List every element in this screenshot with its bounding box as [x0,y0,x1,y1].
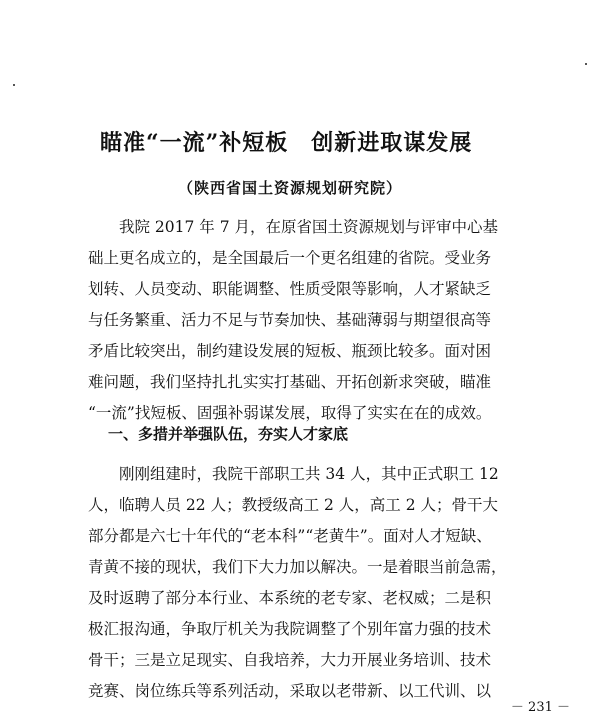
document-subtitle: （陕西省国土资源规划研究院） [178,179,403,197]
text-line: 础上更名成立的，是全国最后一个更名组建的省院。受业务 [88,249,492,267]
text-line: 竞赛、岗位练兵等系列活动，采取以老带新、以工代训、以 [88,682,492,700]
text-line: “一流”找短板、固强补弱谋发展，取得了实实在在的成效。 [88,404,492,422]
text-line: 矛盾比较突出，制约建设发展的短板、瓶颈比较多。面对困 [88,342,492,360]
text-line: 人，临聘人员 22 人；教授级高工 2 人，高工 2 人；骨干大 [88,496,499,514]
text-line: 我院 2017 年 7 月，在原省国土资源规划与评审中心基 [88,218,499,236]
paragraph-section-1 [88,459,520,707]
text-line: 与任务繁重、活力不足与节奏加快、基础薄弱与期望很高等 [88,311,492,329]
text-line: 划转、人员变动、职能调整、性质受限等影响，人才紧缺乏 [88,280,492,298]
text-line: 难问题，我们坚持扎扎实实打基础、开拓创新求突破，瞄准 [88,373,492,391]
document-title: 瞄准“一流”补短板 创新进取谋发展 [100,130,473,156]
text-line: 及时返聘了部分本行业、本系统的老专家、老权威；二是积 [88,589,492,607]
text-line: 骨干；三是立足现实、自我培养，大力开展业务培训、技术 [88,651,492,669]
paragraph-intro [88,212,520,429]
text-line: 刚刚组建时，我院干部职工共 34 人，其中正式职工 12 [88,465,499,483]
scan-speck [585,63,587,65]
section-heading: 一、多措并举强队伍，夯实人才家底 [108,425,349,443]
text-line: 部分都是六七十年代的“老本科”“老黄牛”。面对人才短缺、 [88,527,492,545]
page-number: － 231 － [510,700,570,715]
text-line: 青黄不接的现状，我们下大力加以解决。一是着眼当前急需， [88,558,507,576]
scan-speck [13,84,15,86]
text-line: 极汇报沟通，争取厅机关为我院调整了个别年富力强的技术 [88,620,492,638]
